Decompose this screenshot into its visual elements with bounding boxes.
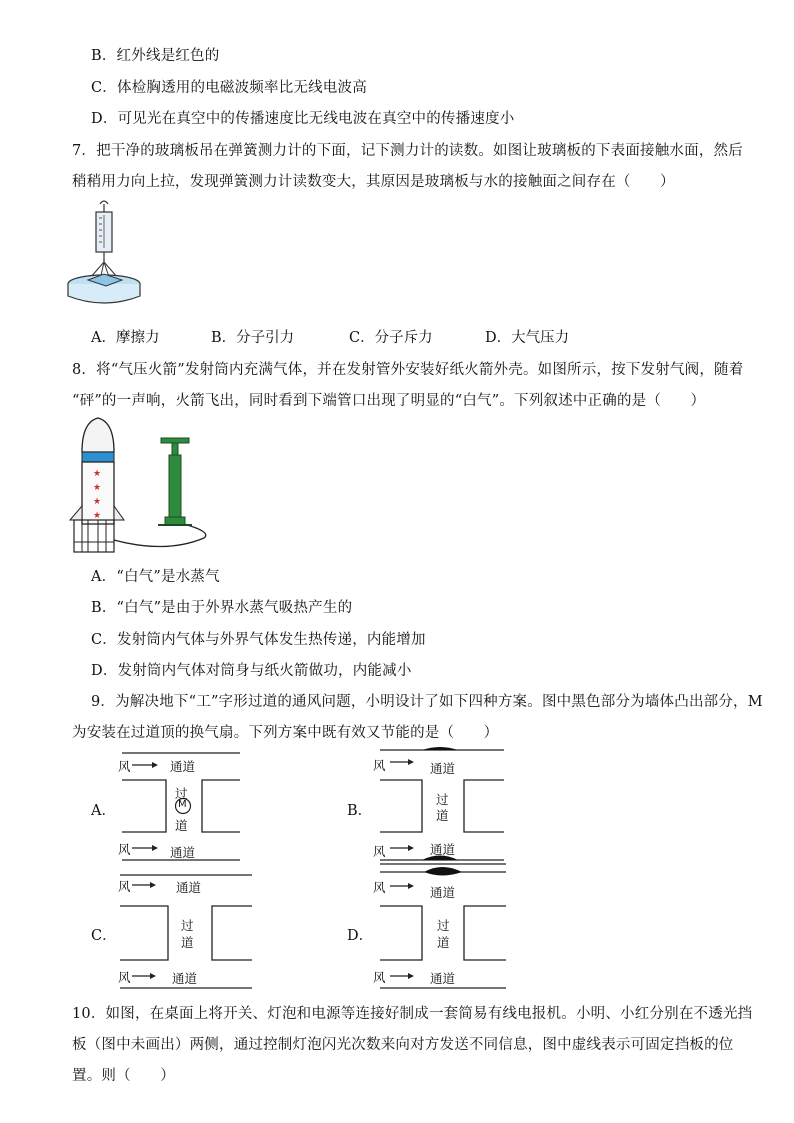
q9c-wind-bottom: 风: [118, 970, 131, 985]
q9c-wind-top: 风: [118, 879, 131, 894]
q7-option-d: D．大气压力: [485, 330, 570, 346]
q7-option-b: B．分子引力: [211, 330, 295, 346]
q7-option-c: C．分子斥力: [349, 330, 433, 346]
svg-text:★: ★: [93, 511, 102, 521]
svg-text:★: ★: [93, 483, 102, 493]
q7-stem-line1: 7．把干净的玻璃板吊在弹簧测力计的下面，记下测力计的读数。如图让玻璃板的下表面接触水面，然后: [72, 143, 743, 159]
q9c-passage-bottom: 道: [181, 935, 194, 950]
q9b-wind-bottom: 风: [373, 844, 386, 859]
q9a-fan-label: M: [178, 799, 187, 810]
q9-label-a: A．: [91, 803, 116, 819]
q9a-passage-top: 过: [175, 786, 188, 801]
q8-option-d: D．发射筒内气体对筒身与纸火箭做功，内能减小: [91, 663, 412, 679]
q9-stem-line2: 为安装在过道顶的换气扇。下列方案中既有效又节能的是（ ）: [72, 725, 499, 741]
q9a-wind-bottom: 风: [118, 842, 131, 857]
q9b-channel-bottom: 通道: [430, 842, 456, 857]
q9b-passage-bottom: 道: [436, 808, 449, 823]
q9b-channel-top: 通道: [430, 761, 456, 776]
q9d-channel-bottom: 通道: [430, 971, 456, 986]
q10-stem-line3: 置。则（ ）: [72, 1068, 175, 1084]
q9d-passage-bottom: 道: [437, 935, 450, 950]
q9-label-b: B．: [347, 803, 373, 819]
q9-stem-line1: 9．为解决地下“工”字形过道的通风问题，小明设计了如下四种方案。图中黑色部分为墙体凸出部分，M: [91, 694, 763, 710]
q6-option-b: B．红外线是红色的: [91, 48, 220, 64]
q7-stem-line2: 稍稍用力向上拉，发现弹簧测力计读数变大，其原因是玻璃板与水的接触面之间存在（ ）: [72, 174, 675, 190]
q9b-wind-top: 风: [373, 758, 386, 773]
q9d-wind-bottom: 风: [373, 970, 386, 985]
q8-option-b: B．“白气”是由于外界水蒸气吸热产生的: [91, 600, 353, 616]
q7-option-a: A．摩擦力: [91, 330, 160, 346]
q9c-channel-top: 通道: [176, 880, 202, 895]
q9a-wind-top: 风: [118, 759, 131, 774]
q9-label-c: C．: [91, 928, 117, 944]
q9-label-d: D．: [347, 928, 374, 944]
q8-option-c: C．发射筒内气体与外界气体发生热传递，内能增加: [91, 632, 426, 648]
svg-text:★: ★: [93, 469, 102, 479]
q9b-passage-top: 过: [436, 792, 449, 807]
q10-stem-line2: 板（图中未画出）两侧，通过控制灯泡闪光次数来向对方发送不同信息，图中虚线表示可固定挡板的位: [72, 1037, 734, 1053]
q8-air-rocket-figure: [66, 414, 216, 563]
q7-spring-scale-figure: [66, 198, 146, 312]
q10-stem-line1: 10．如图，在桌面上将开关、灯泡和电源等连接好制成一套简易有线电报机。小明、小红分别在不透光挡: [72, 1006, 753, 1022]
svg-text:★: ★: [93, 497, 102, 507]
q9c-passage-top: 过: [181, 918, 194, 933]
q8-option-a: A．“白气”是水蒸气: [91, 569, 220, 585]
q8-stem-line1: 8．将“气压火箭”发射筒内充满气体，并在发射管外安装好纸火箭外壳。如图所示，按下发射气阀，随着: [72, 362, 744, 378]
q9a-passage-bottom: 道: [175, 818, 188, 833]
q9a-channel-top: 通道: [170, 759, 196, 774]
q6-option-d: D．可见光在真空中的传播速度比无线电波在真空中的传播速度小: [91, 111, 515, 127]
q9a-channel-bottom: 通道: [170, 845, 196, 860]
q9d-wind-top: 风: [373, 880, 386, 895]
q9d-channel-top: 通道: [430, 885, 456, 900]
q8-stem-line2: “砰”的一声响，火箭飞出，同时看到下端管口出现了明显的“白气”。下列叙述中正确的是（ ）: [72, 393, 706, 409]
q6-option-c: C．体检胸透用的电磁波频率比无线电波高: [91, 80, 367, 96]
q9d-passage-top: 过: [437, 918, 450, 933]
q9c-channel-bottom: 通道: [172, 971, 198, 986]
